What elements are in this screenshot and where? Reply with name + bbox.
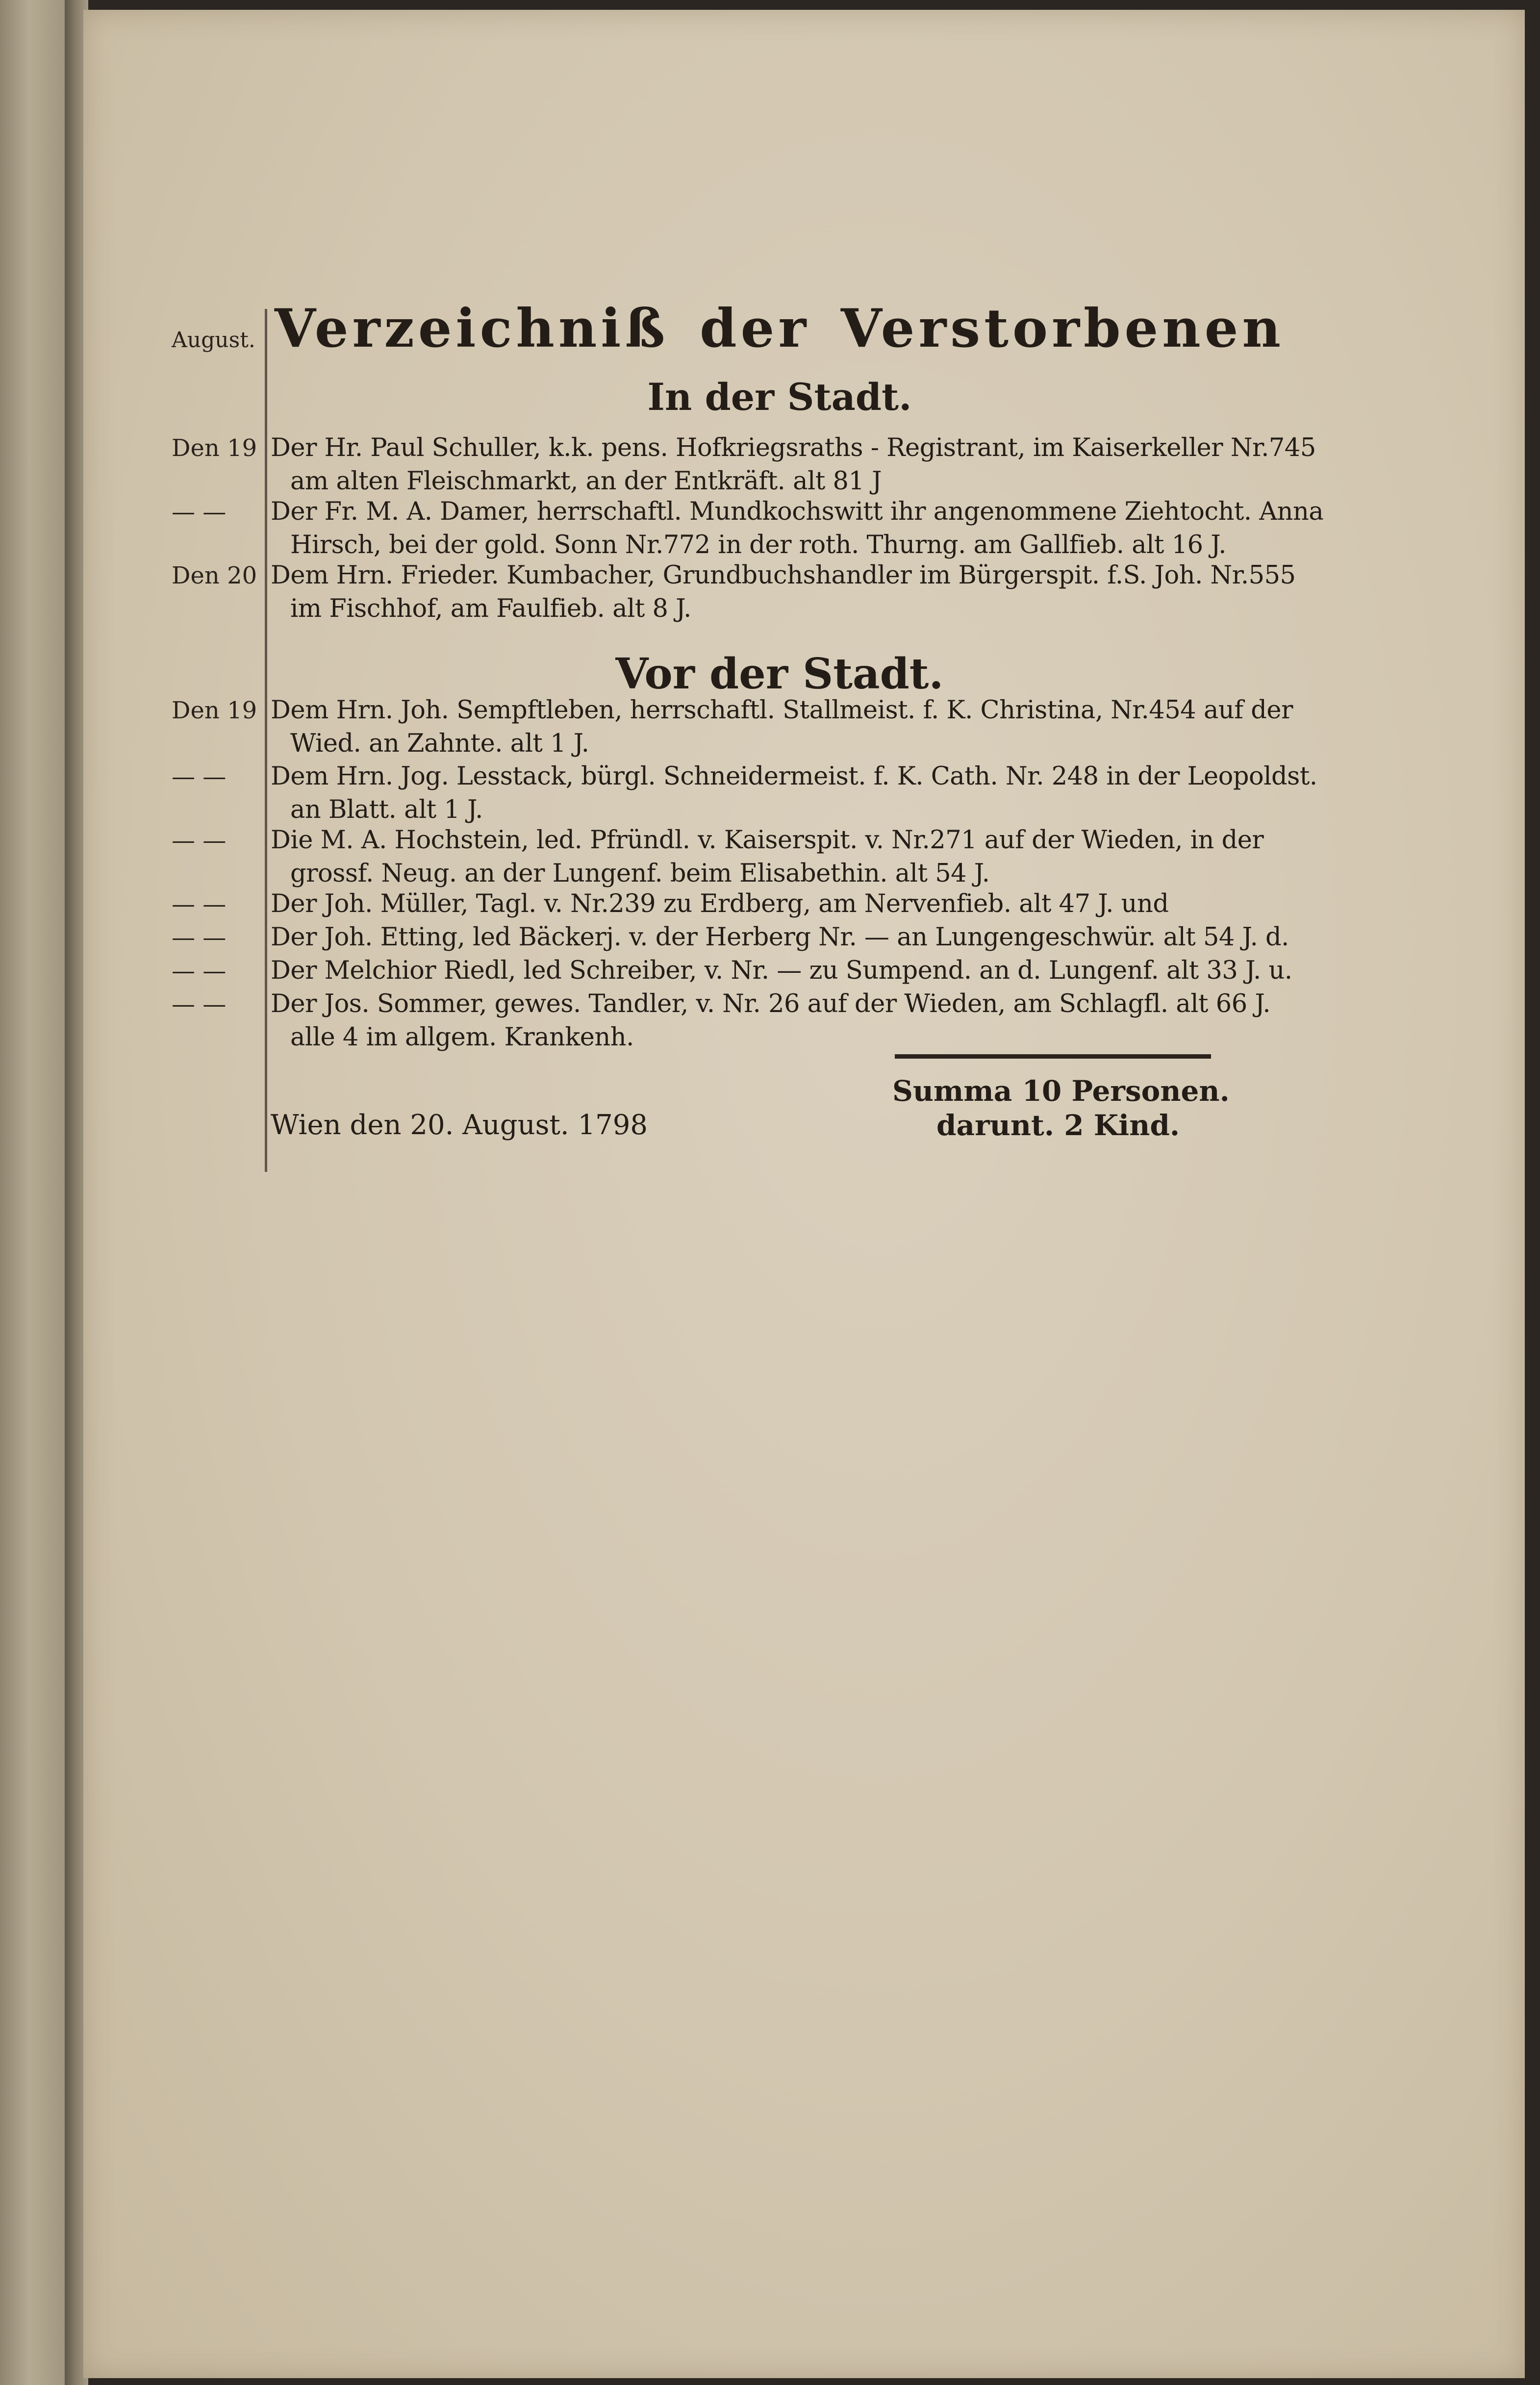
entry-line: am alten Fleischmarkt, an der Entkräft. alt 81 J xyxy=(290,467,882,496)
section-heading-in-city: In der Stadt. xyxy=(647,375,912,419)
margin-mark: — — xyxy=(172,990,227,1018)
entry-line: im Fischhof, am Faulfieb. alt 8 J. xyxy=(290,594,691,623)
entry-line: Dem Hrn. Joh. Sempftleben, herrschaftl. Stallmeist. f. K. Christina, Nr.454 auf der xyxy=(271,696,1293,725)
entry-line: Hirsch, bei der gold. Sonn Nr.772 in der roth. Thurng. am Gallfieb. alt 16 J. xyxy=(290,531,1226,559)
margin-mark: — — xyxy=(172,890,227,918)
death-entry xyxy=(271,824,1290,890)
death-entry xyxy=(271,694,1293,761)
death-entry xyxy=(271,431,1316,498)
summa-rule xyxy=(895,1054,1211,1059)
summa-block xyxy=(892,1074,1230,1142)
death-entry xyxy=(271,921,1290,954)
margin-rule xyxy=(265,309,267,1172)
margin-mark: — — xyxy=(172,827,227,854)
entry-line: alle 4 im allgem. Krankenh. xyxy=(290,1023,634,1052)
death-entry xyxy=(271,888,1290,921)
death-entry xyxy=(271,559,1296,626)
margin-mark: Den 20 xyxy=(172,562,257,589)
death-entry xyxy=(271,495,1324,562)
margin-mark: — — xyxy=(172,924,227,951)
death-entry xyxy=(271,988,1290,1054)
title-word: Verzeichniß xyxy=(275,298,669,359)
entry-line: Der Joh. Müller, Tagl. v. Nr.239 zu Erdberg, am Nervenfieb. alt 47 J. und xyxy=(271,889,1169,918)
entry-line: Der Joh. Etting, led Bäckerj. v. der Herberg Nr. — an Lungengeschwür. alt 54 J. d. xyxy=(271,923,1289,952)
entry-line: Wied. an Zahnte. alt 1 J. xyxy=(290,729,589,758)
margin-mark: Den 19 xyxy=(172,697,257,724)
death-entry xyxy=(271,760,1317,827)
entry-line: grossf. Neug. an der Lungenf. beim Elisabethin. alt 54 J. xyxy=(290,859,990,888)
summa-line: Summa 10 Personen. xyxy=(892,1074,1230,1108)
entry-line: Der Melchior Riedl, led Schreiber, v. Nr. — zu Sumpend. an d. Lungenf. alt 33 J. u. xyxy=(271,956,1292,985)
left-page-edge xyxy=(0,0,74,2385)
death-entry xyxy=(271,954,1290,988)
summa-line: darunt. 2 Kind. xyxy=(936,1109,1180,1142)
title-word: der xyxy=(700,298,810,359)
document-title xyxy=(275,294,1285,363)
place-date: Wien den 20. August. 1798 xyxy=(271,1109,648,1141)
entry-line: Der Hr. Paul Schuller, k.k. pens. Hofkriegsraths - Registrant, im Kaiserkeller Nr.745 xyxy=(271,433,1316,462)
margin-month: August. xyxy=(172,328,255,353)
entry-line: Dem Hrn. Jog. Lesstack, bürgl. Schneidermeist. f. K. Cath. Nr. 248 in der Leopoldst. xyxy=(271,762,1317,791)
entry-line: Der Jos. Sommer, gewes. Tandler, v. Nr. 26 auf der Wieden, am Schlagfl. alt 66 J. xyxy=(271,990,1271,1018)
document-page xyxy=(83,10,1525,2378)
margin-mark: — — xyxy=(172,957,227,985)
entry-line: an Blatt. alt 1 J. xyxy=(290,795,483,824)
section-heading-outside-city: Vor der Stadt. xyxy=(615,649,944,699)
title-word: Verstorbenen xyxy=(840,298,1285,359)
margin-mark: Den 19 xyxy=(172,434,257,462)
entry-line: Der Fr. M. A. Damer, herrschaftl. Mundkochswitt ihr angenommene Ziehtocht. Anna xyxy=(271,497,1324,526)
entry-line: Dem Hrn. Frieder. Kumbacher, Grundbuchshandler im Bürgerspit. f.S. Joh. Nr.555 xyxy=(271,561,1296,590)
entry-line: Die M. A. Hochstein, led. Pfründl. v. Kaiserspit. v. Nr.271 auf der Wieden, in der xyxy=(271,826,1264,855)
margin-mark: — — xyxy=(172,763,227,790)
margin-mark: — — xyxy=(172,498,227,526)
